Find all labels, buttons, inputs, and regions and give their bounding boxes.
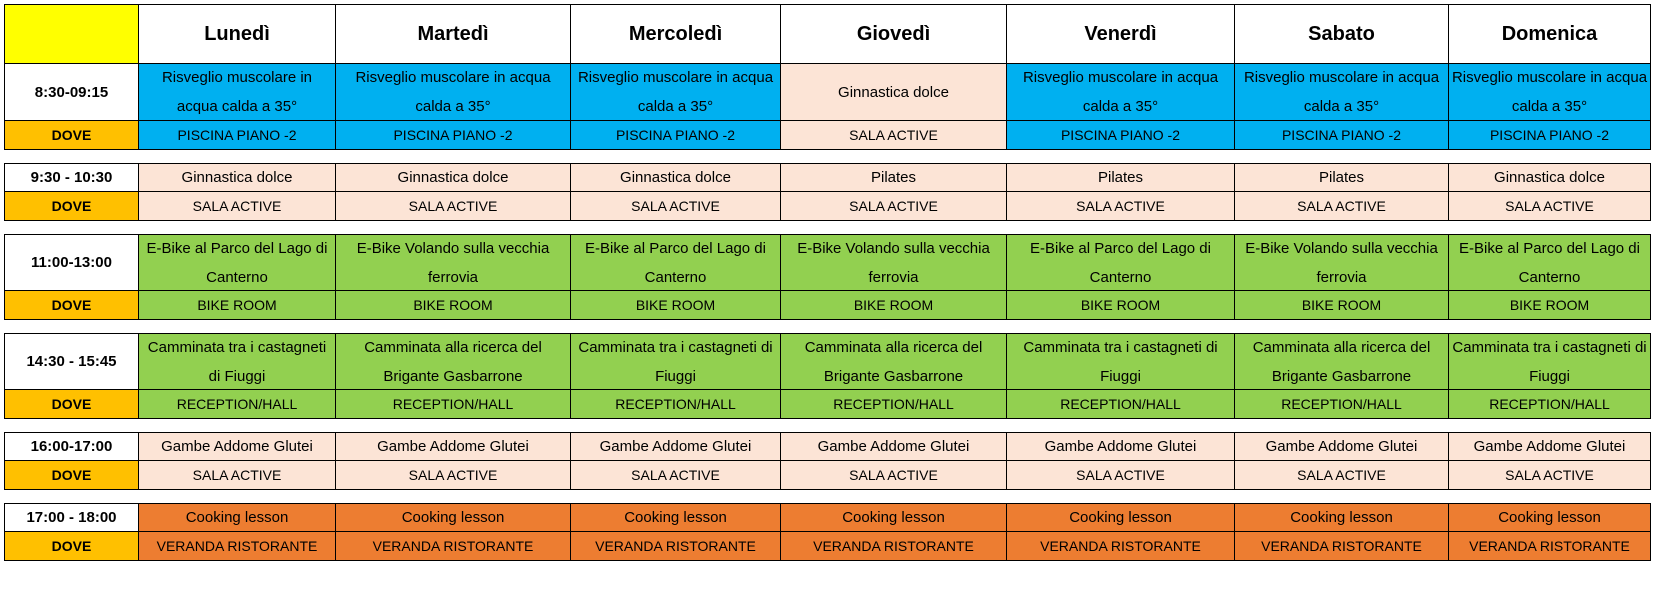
activity-cell: Risveglio muscolare in acqua calda a 35° [1449,64,1651,121]
location-cell: SALA ACTIVE [781,192,1007,221]
activity-cell: Cooking lesson [571,503,781,532]
activity-cell: Ginnastica dolce [781,64,1007,121]
activity-row [4,503,1650,532]
location-cell: BIKE ROOM [139,291,336,320]
time-slot-label: 11:00-13:00 [5,234,139,291]
activity-cell: E-Bike Volando sulla vecchia ferrovia [1235,234,1449,291]
activity-cell: E-Bike al Parco del Lago di Canterno [571,234,781,291]
activity-row [4,234,1650,291]
time-block-0830 [4,64,1650,150]
activity-cell: Gambe Addome Glutei [1235,432,1449,461]
dove-label: DOVE [5,121,139,150]
activity-cell: Gambe Addome Glutei [1007,432,1235,461]
location-cell: SALA ACTIVE [781,461,1007,490]
dove-label: DOVE [5,390,139,419]
activity-cell: Ginnastica dolce [1449,163,1651,192]
location-row [4,121,1650,150]
activity-row [4,432,1650,461]
dove-label: DOVE [5,532,139,561]
location-row [4,390,1650,419]
time-slot-label: 16:00-17:00 [5,432,139,461]
location-cell: PISCINA PIANO -2 [1007,121,1235,150]
corner-cell [5,4,139,64]
location-cell: SALA ACTIVE [336,192,571,221]
location-cell: BIKE ROOM [571,291,781,320]
location-cell: SALA ACTIVE [1235,461,1449,490]
activity-cell: Pilates [1235,163,1449,192]
location-cell: RECEPTION/HALL [1007,390,1235,419]
activity-cell: E-Bike Volando sulla vecchia ferrovia [781,234,1007,291]
location-cell: RECEPTION/HALL [781,390,1007,419]
activity-cell: Cooking lesson [1449,503,1651,532]
activity-cell: Camminata tra i castagneti di Fiuggi [1449,333,1651,390]
location-cell: VERANDA RISTORANTE [571,532,781,561]
location-cell: BIKE ROOM [781,291,1007,320]
activity-cell: Ginnastica dolce [571,163,781,192]
activity-cell: Gambe Addome Glutei [139,432,336,461]
location-cell: BIKE ROOM [1007,291,1235,320]
activity-cell: Pilates [781,163,1007,192]
location-cell: PISCINA PIANO -2 [1235,121,1449,150]
location-cell: SALA ACTIVE [571,461,781,490]
location-cell: PISCINA PIANO -2 [139,121,336,150]
location-cell: SALA ACTIVE [781,121,1007,150]
location-cell: PISCINA PIANO -2 [1449,121,1651,150]
location-cell: VERANDA RISTORANTE [1007,532,1235,561]
day-header-thursday: Giovedì [781,4,1007,64]
location-row [4,461,1650,490]
time-block-1430 [4,333,1650,419]
location-cell: RECEPTION/HALL [571,390,781,419]
activity-cell: Cooking lesson [139,503,336,532]
dove-label: DOVE [5,192,139,221]
activity-cell: Cooking lesson [1007,503,1235,532]
location-cell: SALA ACTIVE [139,461,336,490]
day-header-sunday: Domenica [1449,4,1651,64]
header-row [4,4,1650,64]
activity-cell: Cooking lesson [336,503,571,532]
time-block-0930 [4,163,1650,221]
time-slot-label: 8:30-09:15 [5,64,139,121]
dove-label: DOVE [5,461,139,490]
location-row [4,192,1650,221]
day-header-friday: Venerdì [1007,4,1235,64]
location-cell: SALA ACTIVE [1007,192,1235,221]
activity-cell: Gambe Addome Glutei [1449,432,1651,461]
activity-cell: Cooking lesson [781,503,1007,532]
activity-cell: Risveglio muscolare in acqua calda a 35° [1235,64,1449,121]
time-block-1700 [4,503,1650,561]
location-cell: SALA ACTIVE [1007,461,1235,490]
weekly-schedule-table [4,4,1650,561]
activity-cell: Camminata tra i castagneti di Fiuggi [571,333,781,390]
location-cell: VERANDA RISTORANTE [336,532,571,561]
activity-cell: Ginnastica dolce [139,163,336,192]
activity-cell: E-Bike Volando sulla vecchia ferrovia [336,234,571,291]
time-slot-label: 14:30 - 15:45 [5,333,139,390]
location-cell: VERANDA RISTORANTE [1449,532,1651,561]
time-block-1600 [4,432,1650,490]
location-cell: SALA ACTIVE [139,192,336,221]
location-cell: PISCINA PIANO -2 [336,121,571,150]
location-cell: VERANDA RISTORANTE [781,532,1007,561]
location-cell: RECEPTION/HALL [336,390,571,419]
activity-cell: Camminata alla ricerca del Brigante Gasbarrone [336,333,571,390]
location-cell: BIKE ROOM [336,291,571,320]
location-cell: SALA ACTIVE [1449,461,1651,490]
activity-cell: Camminata alla ricerca del Brigante Gasbarrone [781,333,1007,390]
activity-cell: E-Bike al Parco del Lago di Canterno [1007,234,1235,291]
location-row [4,532,1650,561]
activity-cell: Pilates [1007,163,1235,192]
activity-cell: Gambe Addome Glutei [571,432,781,461]
activity-cell: Risveglio muscolare in acqua calda a 35° [336,64,571,121]
activity-row [4,163,1650,192]
location-cell: BIKE ROOM [1449,291,1651,320]
location-cell: PISCINA PIANO -2 [571,121,781,150]
activity-cell: Risveglio muscolare in acqua calda a 35° [1007,64,1235,121]
location-cell: SALA ACTIVE [571,192,781,221]
activity-cell: Risveglio muscolare in acqua calda a 35° [139,64,336,121]
activity-cell: E-Bike al Parco del Lago di Canterno [1449,234,1651,291]
location-cell: RECEPTION/HALL [139,390,336,419]
activity-cell: Gambe Addome Glutei [781,432,1007,461]
time-block-1100 [4,234,1650,320]
day-header-monday: Lunedì [139,4,336,64]
day-header-wednesday: Mercoledì [571,4,781,64]
location-cell: SALA ACTIVE [1235,192,1449,221]
activity-cell: E-Bike al Parco del Lago di Canterno [139,234,336,291]
time-slot-label: 17:00 - 18:00 [5,503,139,532]
activity-cell: Camminata tra i castagneti di Fiuggi [139,333,336,390]
activity-cell: Cooking lesson [1235,503,1449,532]
day-header-tuesday: Martedì [336,4,571,64]
location-cell: SALA ACTIVE [336,461,571,490]
activity-cell: Camminata tra i castagneti di Fiuggi [1007,333,1235,390]
dove-label: DOVE [5,291,139,320]
activity-cell: Gambe Addome Glutei [336,432,571,461]
activity-cell: Risveglio muscolare in acqua calda a 35° [571,64,781,121]
activity-cell: Camminata alla ricerca del Brigante Gasbarrone [1235,333,1449,390]
location-cell: VERANDA RISTORANTE [139,532,336,561]
day-header-saturday: Sabato [1235,4,1449,64]
location-cell: RECEPTION/HALL [1449,390,1651,419]
time-slot-label: 9:30 - 10:30 [5,163,139,192]
location-cell: VERANDA RISTORANTE [1235,532,1449,561]
activity-row [4,333,1650,390]
activity-cell: Ginnastica dolce [336,163,571,192]
activity-row [4,64,1650,121]
location-row [4,291,1650,320]
location-cell: RECEPTION/HALL [1235,390,1449,419]
location-cell: SALA ACTIVE [1449,192,1651,221]
location-cell: BIKE ROOM [1235,291,1449,320]
